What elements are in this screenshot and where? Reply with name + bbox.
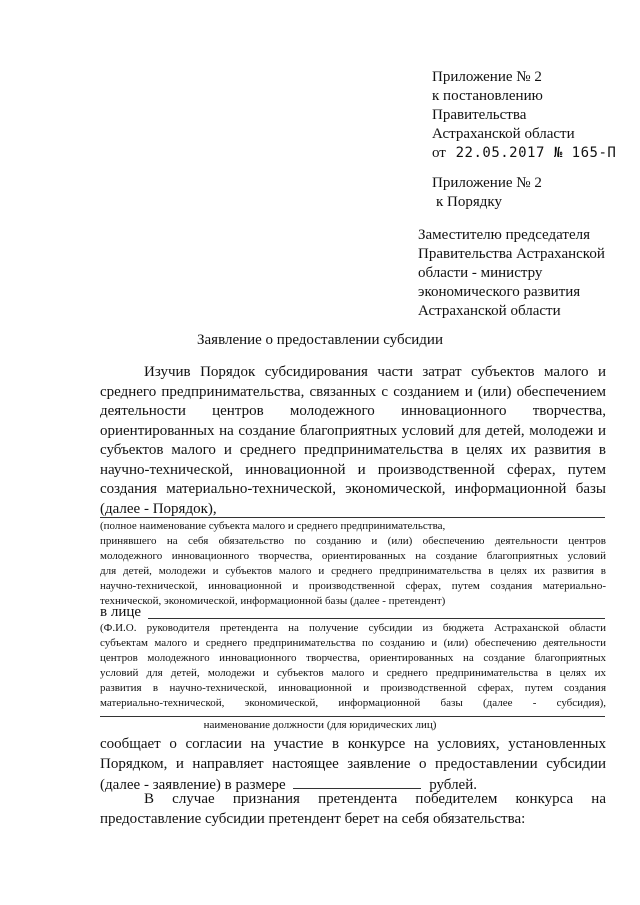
position-line: [100, 716, 605, 717]
intro-line: (далее - Порядок),: [100, 500, 217, 517]
addressee-line: Астраханской области: [418, 303, 561, 319]
intro-line: ориентированных на создание благоприятных условий для детей, молодежи и: [100, 422, 606, 439]
representative-note: [100, 621, 606, 711]
appendix-region: Астраханской области: [432, 126, 575, 142]
appendix-to-resolution: к постановлению: [432, 88, 543, 104]
obligation-line: В случае признания претендента победителем конкурса на: [144, 791, 606, 807]
consent-line-suffix: рублей.: [429, 777, 477, 793]
document-title: Заявление о предоставлении субсидии: [197, 332, 443, 348]
obligation-line: предоставление субсидии претендент берет на себя обязательства:: [100, 810, 526, 827]
applicant-name-line: [100, 517, 605, 518]
note-line: условий для детей, молодежи и субъектов малого и среднего предпринимательства в целях их: [100, 667, 606, 679]
obligation-paragraph: [100, 790, 606, 829]
note-line: субъектам малого и среднего предпринимательства по созданию и (или) обеспечению деятельности: [100, 637, 606, 649]
intro-line: среднего предпринимательства, связанных с созданием и (или) обеспечением: [100, 383, 606, 400]
appendix2-to: к Порядку: [436, 194, 502, 210]
consent-line-prefix: (далее - заявление) в размере: [100, 777, 286, 793]
note-line: для детей, молодежи и субъектов малого и среднего предпринимательства в целях их развития в: [100, 565, 606, 577]
appendix-date-prefix: от: [432, 145, 446, 161]
representative-name-line: [148, 618, 605, 619]
addressee-line: экономического развития: [418, 284, 581, 300]
intro-line: субъектов малого и среднего предпринимательства в целях их развития в: [100, 442, 606, 458]
appendix2-label: Приложение № 2: [432, 175, 542, 191]
appendix-date-line: [432, 144, 632, 163]
consent-line: Порядком, и направляет настоящее заявление о предоставлении субсидии: [100, 755, 606, 772]
appendix-header: [432, 68, 632, 163]
note-line: (Ф.И.О. руководителя претендента на получение субсидии из бюджета Астраханской области: [100, 622, 606, 634]
appendix-label: Приложение № 2: [432, 69, 542, 85]
note-line: технической, экономической, информационной базы (далее - претендент): [100, 595, 446, 607]
addressee-line: Заместителю председателя: [418, 227, 591, 243]
note-line: центров молодежного инновационного творчества, ориентированных на создание благоприятных: [100, 652, 606, 664]
consent-line: сообщает о согласии на участие в конкурсе на условиях, установленных: [100, 736, 606, 752]
intro-paragraph: [100, 363, 606, 519]
consent-paragraph: [100, 735, 606, 796]
note-line: принявшего на себя обязательство по созданию и (или) обеспечению деятельности центров: [100, 535, 606, 547]
note-line: развития в научно-технической, инновационной и производственной сферах, путем создания: [100, 682, 606, 694]
intro-line: научно-технической, инновационной и производственной сферах, путем: [100, 461, 606, 478]
intro-line: создания материально-технической, экономической, информационной базы: [100, 481, 606, 497]
applicant-note: [100, 519, 606, 609]
note-line: молодежного инновационного творчества, ориентированных на создание благоприятных условий: [100, 550, 606, 562]
in-person-label: в лице: [100, 604, 142, 620]
intro-line: Изучив Порядок субсидирования части затрат субъектов малого и: [144, 364, 606, 380]
appendix-government: Правительства: [432, 107, 527, 123]
appendix-to-procedure: [432, 174, 632, 212]
in-person-row: [100, 603, 606, 622]
addressee-line: Правительства Астраханской: [418, 246, 605, 262]
subsidy-amount-field[interactable]: [293, 774, 421, 789]
intro-line: деятельности центров молодежного инновационного творчества,: [100, 403, 606, 419]
appendix-date-stamp: 22.05.2017 № 165-П: [455, 145, 617, 161]
note-line: научно-технической, инновационной и производственной сферах, путем создания материально-: [100, 580, 606, 592]
addressee-block: [418, 226, 633, 321]
note-line: (полное наименование субъекта малого и среднего предпринимательства,: [100, 520, 446, 532]
addressee-line: области - министру: [418, 265, 543, 281]
note-line: материально-технической, экономической, информационной базы (далее - субсидия),: [100, 697, 606, 709]
position-caption: наименование должности (для юридических лиц): [203, 719, 437, 731]
